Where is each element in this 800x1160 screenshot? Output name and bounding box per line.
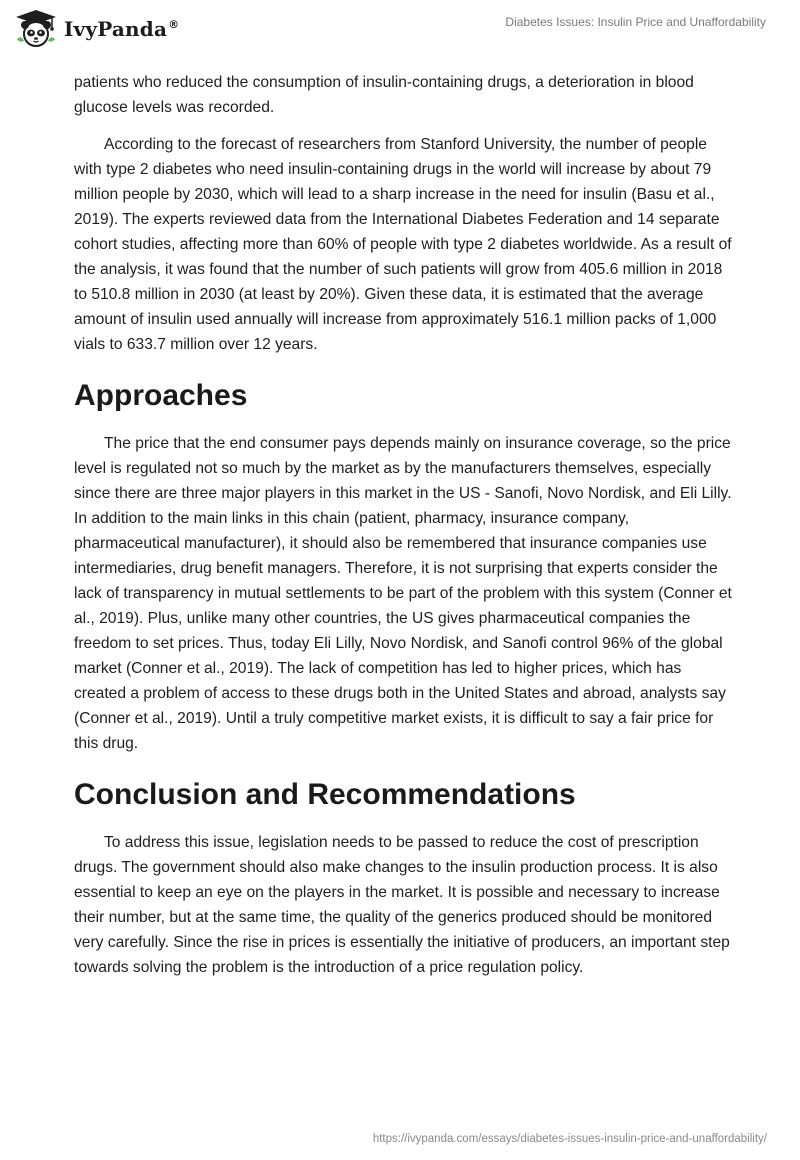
panda-graduate-icon (14, 9, 58, 49)
paragraph: patients who reduced the consumption of insulin-containing drugs, a deterioration in blood glucose levels was recorded. (74, 74, 694, 116)
paragraph: To address this issue, legislation needs to be passed to reduce the cost of prescription drugs. The government should also make changes to the insulin production process. It is also essential to keep an eye on the players in the market. It is possible and necessary to increase their number, but at the same time, the quality of the generics produced should be monitored very carefully. Since the rise in prices is essentially the initiative of producers, an important step towards solving the problem is the introduction of a price regulation policy. (74, 834, 730, 976)
section-heading-conclusion: Conclusion and Recommendations (74, 778, 576, 811)
paragraph: According to the forecast of researchers from Stanford University, the number of people with type 2 diabetes who need insulin-containing drugs in the world will increase by about 79 million people by 2030, which will lead to a sharp increase in the need for insulin (Basu et al., 2019). The experts reviewed data from the International Diabetes Federation and 14 separate cohort studies, affecting more than 60% of people with type 2 diabetes worldwide. As a result of the analysis, it was found that the number of such patients will grow from 405.6 million in 2018 to 510.8 million in 2030 (at least by 20%). Given these data, it is estimated that the average amount of insulin used annually will increase from approximately 516.1 million packs of 1,000 vials to 633.7 million over 12 years. (74, 136, 732, 353)
essay-body (74, 70, 734, 992)
logo-text: IvyPanda® (64, 17, 180, 41)
logo[interactable] (14, 9, 179, 49)
section-heading-approaches: Approaches (74, 379, 248, 412)
document-title: Diabetes Issues: Insulin Price and Unaffordability (505, 15, 766, 29)
logo-registered-mark: ® (168, 18, 180, 32)
footer-url[interactable]: https://ivypanda.com/essays/diabetes-issues-insulin-price-and-unaffordability/ (372, 1133, 767, 1145)
paragraph: The price that the end consumer pays depends mainly on insurance coverage, so the price level is regulated not so much by the market as by the manufacturers themselves, especially since there are three major players in this market in the US - Sanofi, Novo Nordisk, and Eli Lilly. In addition to the main links in this chain (patient, pharmacy, insurance company, pharmaceutical manufacturer), it should also be remembered that insurance companies use intermediaries, drug benefit managers. Therefore, it is not surprising that experts consider the lack of transparency in mutual settlements to be part of the problem with this system (Conner et al., 2019). Plus, unlike many other countries, the US gives pharmaceutical companies the freedom to set prices. Thus, today Eli Lilly, Novo Nordisk, and Sanofi control 96% of the global market (Conner et al., 2019). The lack of competition has led to higher prices, which has created a problem of access to these drugs both in the United States and abroad, analysts say (Conner et al., 2019). Until a truly competitive market exists, it is difficult to say a fair price for this drug. (74, 435, 732, 752)
page-header (0, 0, 800, 70)
